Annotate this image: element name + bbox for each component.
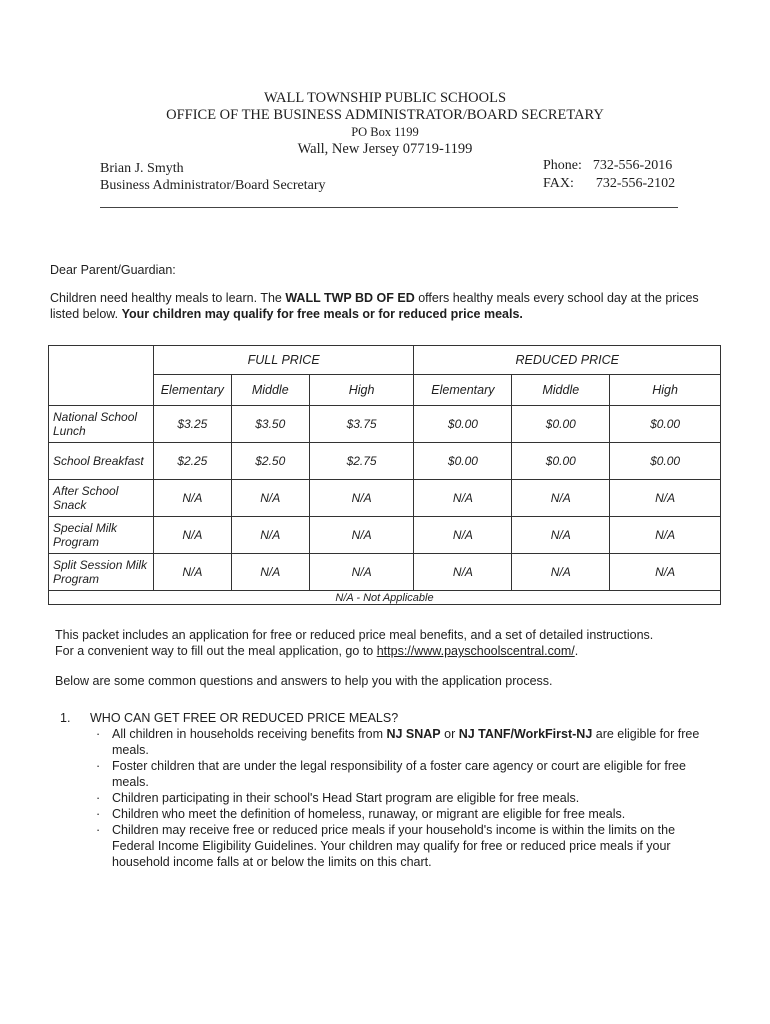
list-item [96, 822, 716, 870]
row-label: After School Snack [49, 480, 154, 517]
row-label: Special Milk Program [49, 517, 154, 554]
price-cell: N/A [414, 554, 512, 591]
intro-sponsor: WALL TWP BD OF ED [285, 291, 415, 305]
letterhead-office: OFFICE OF THE BUSINESS ADMINISTRATOR/BOARD SECRETARY [166, 107, 604, 123]
tanf-label: NJ TANF/WorkFirst-NJ [458, 727, 593, 741]
qa-intro: Below are some common questions and answers to help you with the application process. [55, 674, 553, 688]
packet-paragraph [55, 627, 715, 659]
price-cell: $2.75 [309, 443, 414, 480]
table-row [49, 443, 721, 480]
question-number: 1. [60, 711, 71, 725]
item-text: are eligible for free meals. [112, 727, 700, 757]
packet-text: This packet includes an application for free or reduced price meal benefits, and a set of detailed instructions. [55, 628, 654, 642]
price-cell: N/A [610, 480, 721, 517]
price-cell: N/A [512, 517, 610, 554]
full-price-header: FULL PRICE [153, 346, 414, 375]
table-row [49, 554, 721, 591]
payschools-link[interactable]: https://www.payschoolscentral.com/ [376, 644, 575, 658]
price-cell: $0.00 [610, 406, 721, 443]
price-cell: N/A [153, 554, 231, 591]
price-cell: N/A [309, 480, 414, 517]
list-item [96, 726, 716, 758]
bullet-icon: · [96, 727, 101, 741]
intro-paragraph [50, 290, 718, 322]
item-text: Children participating in their school's Head Start program are eligible for free meals. [112, 791, 580, 805]
price-cell: N/A [610, 554, 721, 591]
fax-label: FAX: [543, 176, 574, 191]
column-header: Elementary [414, 375, 512, 406]
item-text: All children in households receiving benefits from [112, 727, 387, 741]
snap-label: NJ SNAP [386, 727, 441, 741]
price-cell: $0.00 [414, 443, 512, 480]
price-cell: N/A [512, 554, 610, 591]
list-item [96, 790, 716, 806]
price-cell: N/A [610, 517, 721, 554]
bullet-icon: · [96, 791, 101, 805]
list-item [96, 758, 716, 790]
meal-price-table [48, 345, 721, 605]
intro-text: Children need healthy meals to learn. The [50, 291, 286, 305]
table-row [49, 406, 721, 443]
phone-line [543, 157, 672, 175]
item-text: Children may receive free or reduced price meals if your household's income is within the limits on the Federal Income Eligibility Guidelines. Your children may qualify for free or reduced price meals if your household income falls at or below the limits on this chart. [112, 823, 676, 869]
column-header: Middle [231, 375, 309, 406]
price-cell: N/A [231, 554, 309, 591]
table-corner [49, 346, 154, 406]
price-cell: $3.25 [153, 406, 231, 443]
price-cell: N/A [309, 517, 414, 554]
row-label: Split Session Milk Program [49, 554, 154, 591]
intro-text-2: offers healthy meals every school day at the prices listed below. [50, 291, 699, 321]
item-text: Children who meet the definition of homeless, runaway, or migrant are eligible for free meals. [112, 807, 626, 821]
packet-text-2: For a convenient way to fill out the meal application, go to [55, 644, 377, 658]
price-cell: $0.00 [610, 443, 721, 480]
price-cell: N/A [153, 517, 231, 554]
intro-qualify: Your children may qualify for free meals or for reduced price meals. [121, 307, 523, 321]
price-cell: $0.00 [414, 406, 512, 443]
letterhead-org: WALL TOWNSHIP PUBLIC SCHOOLS [263, 90, 507, 106]
price-cell: $3.75 [309, 406, 414, 443]
price-cell: $0.00 [512, 406, 610, 443]
fax-number: 732-556-2102 [595, 176, 676, 191]
price-cell: N/A [414, 517, 512, 554]
column-header: Middle [512, 375, 610, 406]
price-cell: $0.00 [512, 443, 610, 480]
price-cell: N/A [231, 517, 309, 554]
bullet-icon: · [96, 807, 101, 821]
question-heading: WHO CAN GET FREE OR REDUCED PRICE MEALS? [90, 711, 399, 725]
item-text: or [440, 727, 459, 741]
price-cell: $2.25 [153, 443, 231, 480]
price-cell: N/A [512, 480, 610, 517]
administrator-title: Business Administrator/Board Secretary [100, 178, 326, 193]
bullet-icon: · [96, 759, 101, 773]
price-cell: $2.50 [231, 443, 309, 480]
column-header: High [610, 375, 721, 406]
packet-period: . [574, 644, 579, 658]
header-divider [100, 207, 678, 208]
letterhead-city: Wall, New Jersey 07719-1199 [297, 141, 473, 157]
item-text: Foster children that are under the legal responsibility of a foster care agency or court are eligible for free meals. [112, 759, 686, 789]
table-footnote: N/A - Not Applicable [49, 591, 721, 605]
price-cell: N/A [153, 480, 231, 517]
price-cell: N/A [231, 480, 309, 517]
price-cell: $3.50 [231, 406, 309, 443]
fax-line [543, 175, 675, 193]
phone-label: Phone: [543, 158, 582, 173]
list-item [96, 806, 716, 822]
letterhead-po-box: PO Box 1199 [351, 125, 419, 139]
table-row [49, 480, 721, 517]
price-cell: N/A [309, 554, 414, 591]
greeting: Dear Parent/Guardian: [50, 263, 176, 277]
column-header: High [309, 375, 414, 406]
administrator-name: Brian J. Smyth [100, 161, 184, 176]
eligibility-list [96, 726, 716, 870]
column-header: Elementary [153, 375, 231, 406]
price-cell: N/A [414, 480, 512, 517]
row-label: National School Lunch [49, 406, 154, 443]
bullet-icon: · [96, 823, 101, 837]
phone-number: 732-556-2016 [592, 158, 673, 173]
reduced-price-header: REDUCED PRICE [414, 346, 721, 375]
table-row [49, 517, 721, 554]
row-label: School Breakfast [49, 443, 154, 480]
